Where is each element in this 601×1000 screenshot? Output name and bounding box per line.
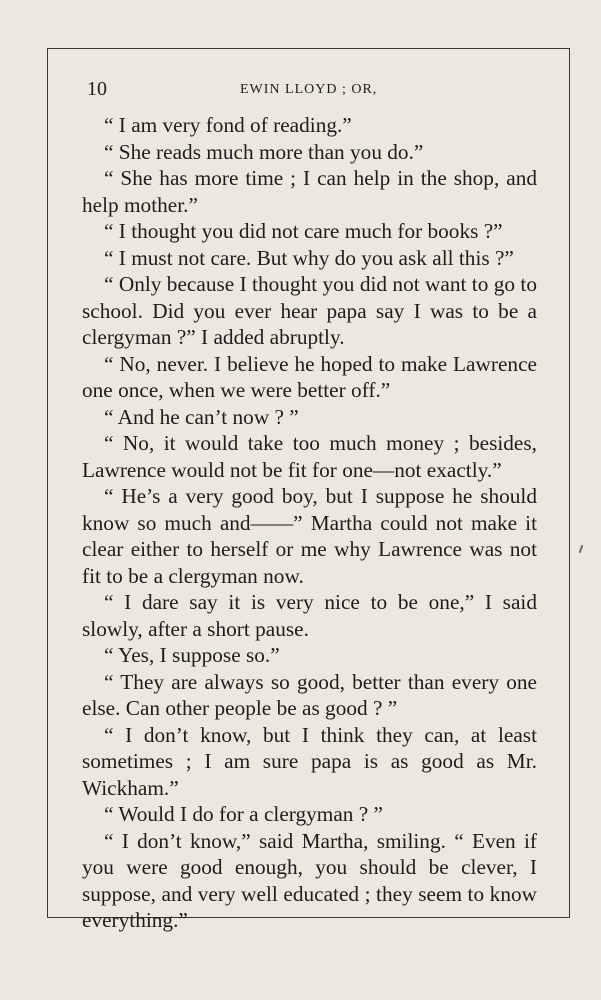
page-header	[87, 78, 537, 102]
paragraph: “ She has more time ; I can help in the shop, and help mother.”	[82, 166, 537, 217]
running-title: EWIN LLOYD ; OR,	[240, 82, 378, 97]
paragraph: “ Would I do for a clergyman ? ”	[104, 802, 383, 826]
paragraph: “ I don’t know, but I think they can, at least sometimes ; I am sure papa is as good as Mr. Wickham.”	[82, 722, 537, 800]
page-number: 10	[87, 78, 107, 100]
paragraph: “ Only because I thought you did not want to go to school. Did you ever hear papa say I was to be a clergyman ?” I added abruptly.	[82, 272, 537, 349]
ink-mark	[579, 545, 584, 553]
paragraph: “ No, it would take too much money ; besides, Lawrence would not be fit for one—not exactly.”	[82, 431, 537, 482]
paragraph: “ Yes, I suppose so.”	[104, 643, 280, 667]
body-text	[82, 112, 537, 934]
paragraph: “ No, never. I believe he hoped to make Lawrence one once, when we were better off.”	[82, 351, 537, 402]
paragraph: “ I thought you did not care much for books ?”	[104, 219, 503, 243]
paragraph: “ I don’t know,” said Martha, smiling. “ Even if you were good enough, you should be clever, I suppose, and very well educated ; they seem to know everything.”	[82, 828, 537, 932]
paragraph: “ I am very fond of reading.”	[104, 113, 352, 137]
paragraph: “ He’s a very good boy, but I suppose he should know so much and——” Martha could not make it clear either to herself or me why Lawrence was not fit to be a clergyman now.	[82, 484, 537, 588]
paragraph: “ They are always so good, better than every one else. Can other people be as good ? ”	[82, 669, 537, 720]
paragraph: “ And he can’t now ? ”	[104, 404, 299, 429]
paragraph: “ She reads much more than you do.”	[104, 139, 424, 164]
paragraph: “ I dare say it is very nice to be one,” I said slowly, after a short pause.	[82, 590, 537, 641]
paragraph: “ I must not care. But why do you ask all this ?”	[104, 245, 514, 270]
